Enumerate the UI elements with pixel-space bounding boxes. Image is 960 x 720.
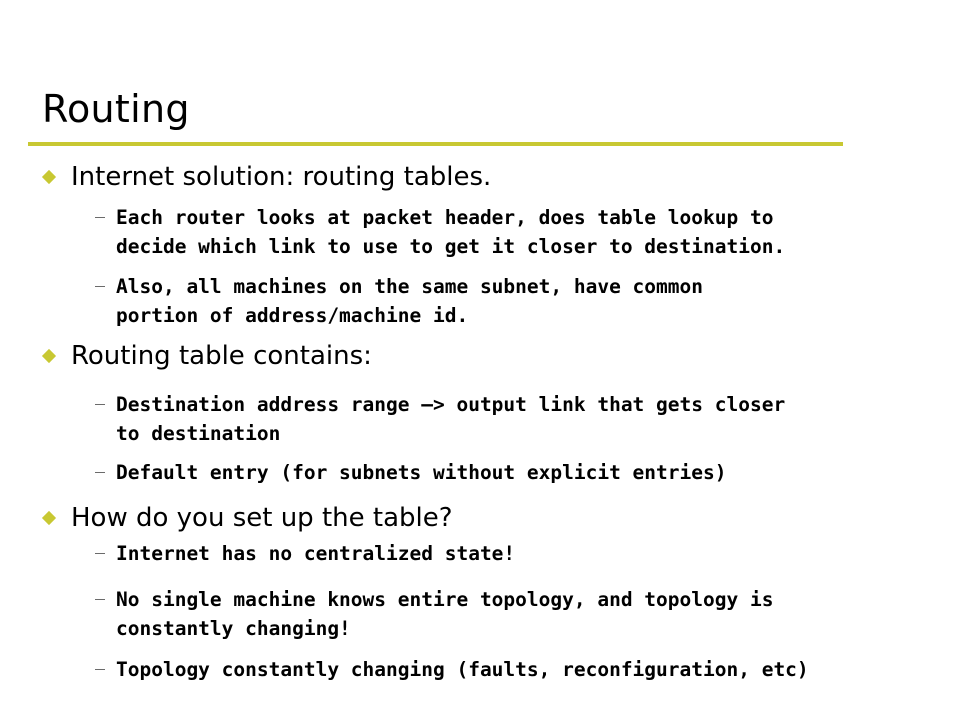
sub-bullet-text: Destination address range –> output link that gets closer to destination [116,393,786,445]
diamond-bullet-icon [42,511,56,525]
bullet-text: How do you set up the table? [71,503,453,533]
sub-bullet-text: Default entry (for subnets without explicit entries) [116,461,727,484]
sub-bullet [95,539,950,568]
dash-bullet-icon [95,669,105,670]
dash-bullet-icon [95,472,105,473]
diamond-bullet-icon [42,170,56,184]
bullet-text: Internet solution: routing tables. [71,162,492,192]
bullet-set-up-table [40,501,453,535]
bullet-routing-table [40,339,372,373]
dash-bullet-icon [95,404,105,405]
slide-title: Routing [42,87,190,131]
dash-bullet-icon [95,286,105,287]
sub-bullet-text: Topology constantly changing (faults, reconfiguration, etc) [116,658,809,681]
diamond-bullet-icon [42,349,56,363]
sub-bullet-text: Also, all machines on the same subnet, have common portion of address/machine id. [116,275,703,327]
sub-bullet-text: No single machine knows entire topology, and topology is constantly changing! [116,588,774,640]
sub-bullet-text: Each router looks at packet header, does table lookup to decide which link to use to get it closer to destination. [116,206,786,258]
title-underline [28,142,843,146]
dash-bullet-icon [95,217,105,218]
sub-bullet [95,458,950,487]
sub-bullet [95,655,950,684]
sub-bullet [95,585,950,643]
bullet-internet-solution [40,160,491,194]
dash-bullet-icon [95,599,105,600]
bullet-text: Routing table contains: [71,341,372,371]
sub-bullet [95,272,950,330]
sub-bullet [95,390,950,448]
sub-bullet [95,203,950,261]
sub-bullet-text: Internet has no centralized state! [116,542,516,565]
dash-bullet-icon [95,553,105,554]
